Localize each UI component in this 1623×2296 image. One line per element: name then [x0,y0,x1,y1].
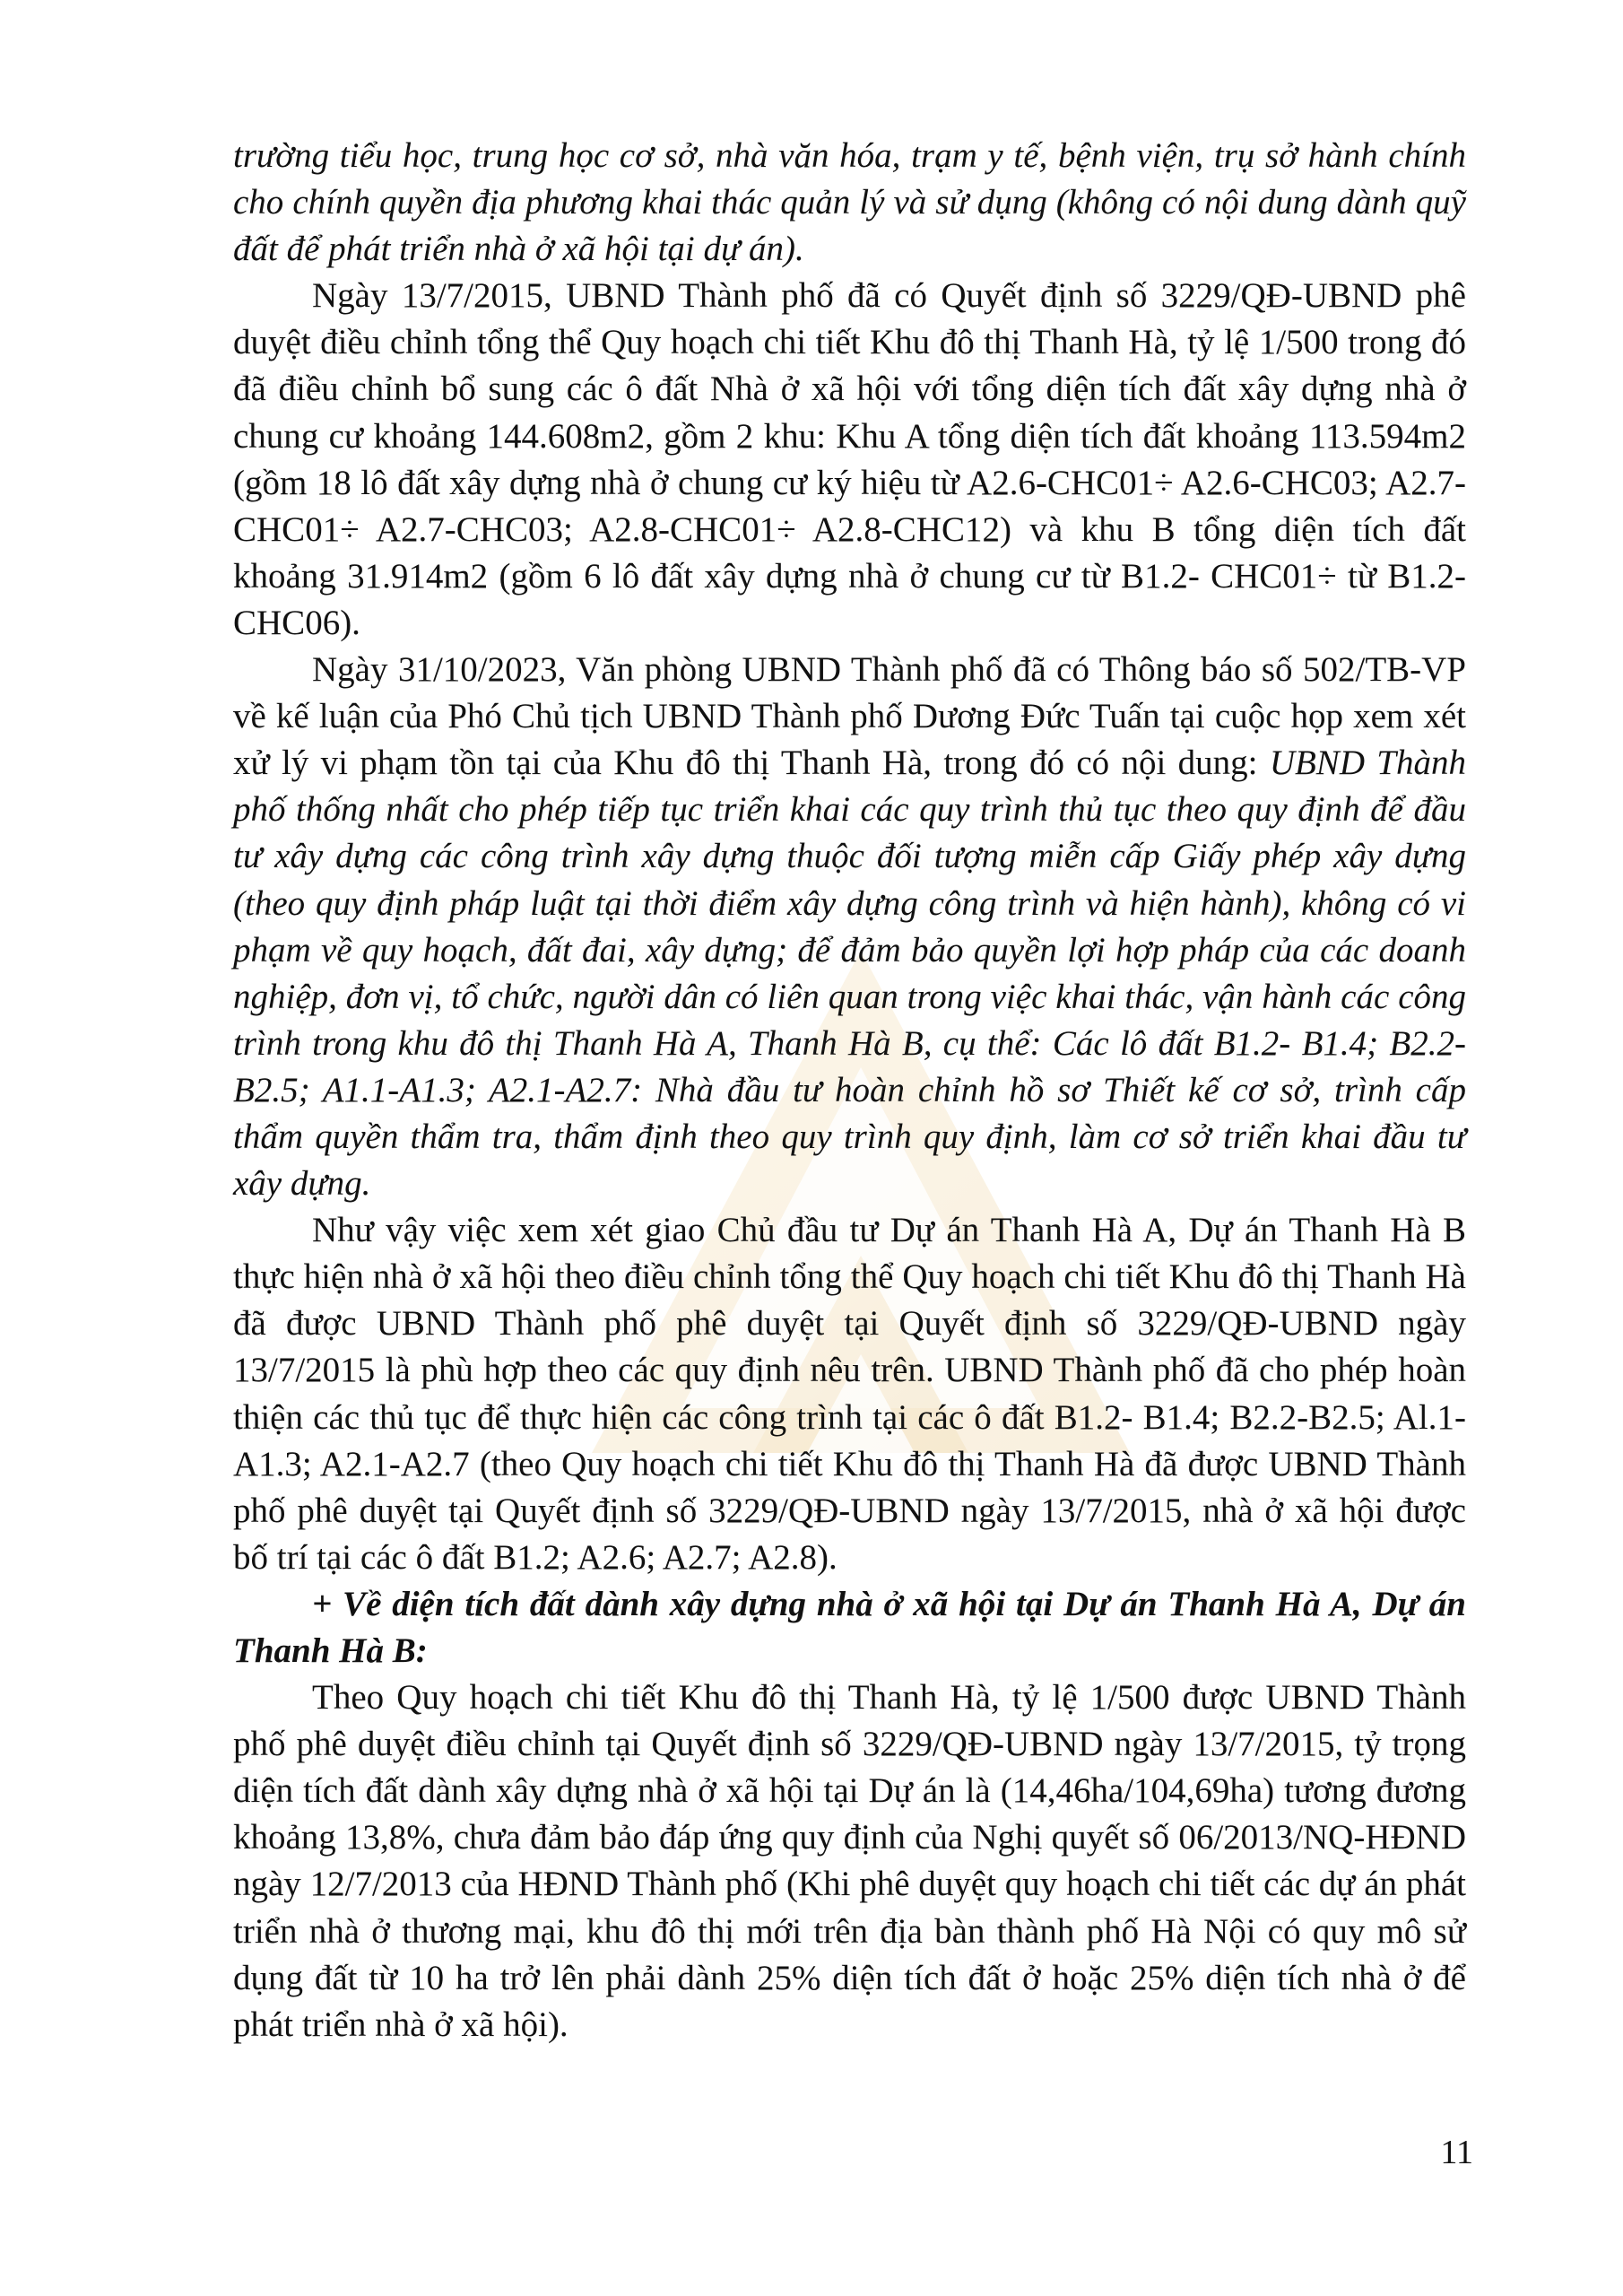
paragraph-notice-502-quote: UBND Thành phố thống nhất cho phép tiếp tục triển khai các quy trình thủ tục theo quy định để đầu tư xây dựng các công trình xây dựng thuộc đối tượng miễn cấp Giấy phép xây dựng (theo quy định pháp luật tại thời điểm xây dựng công trình và hiện hành), không có vi phạm về quy hoạch, đất đai, xây dựng; để đảm bảo quyền lợi hợp pháp của các doanh nghiệp, đơn vị, tổ chức, người dân có liên quan trong việc khai thác, vận hành các công trình trong khu đô thị Thanh Hà A, Thanh Hà B, cụ thể: Các lô đất B1.2- B1.4; B2.2-B2.5; A1.1-A1.3; A2.1-A2.7: Nhà đầu tư hoàn chỉnh hồ sơ Thiết kế cơ sở, trình cấp thẩm quyền thẩm tra, thẩm định theo quy trình quy định, làm cơ sở triển khai đầu tư xây dựng. [233,744,1466,1204]
section-heading-land-area: + Về diện tích đất dành xây dựng nhà ở xã hội tại Dự án Thanh Hà A, Dự án Thanh Hà B: [233,1584,1466,1670]
paragraph-continuation: trường tiểu học, trung học cơ sở, nhà văn hóa, trạm y tế, bệnh viện, trụ sở hành chính cho chính quyền địa phương khai thác quản lý và sử dụng (không có nội dung dành quỹ đất để phát triển nhà ở xã hội tại dự án). [233,136,1466,269]
paragraph-notice-502 [233,647,1466,1207]
paragraph-land-ratio: Theo Quy hoạch chi tiết Khu đô thị Thanh Hà, tỷ lệ 1/500 được UBND Thành phố phê duyệt điều chỉnh tại Quyết định số 3229/QĐ-UBND ngày 13/7/2015, tỷ trọng diện tích đất dành xây dựng nhà ở xã hội tại Dự án là (14,46ha/104,69ha) tương đương khoảng 13,8%, chưa đảm bảo đáp ứng quy định của Nghị quyết số 06/2013/NQ-HĐND ngày 12/7/2013 của HĐND Thành phố (Khi phê duyệt quy hoạch chi tiết các dự án phát triển nhà ở thương mại, khu đô thị mới trên địa bàn thành phố Hà Nội có quy mô sử dụng đất từ 10 ha trở lên phải dành 25% diện tích đất ở hoặc 25% diện tích nhà ở để phát triển nhà ở xã hội). [233,1678,1466,2044]
paragraph-notice-502-intro: Ngày 31/10/2023, Văn phòng UBND Thành phố đã có Thông báo số 502/TB-VP về kế luận của Phó Chủ tịch UBND Thành phố Dương Đức Tuấn tại cuộc họp xem xét xử lý vi phạm tồn tại của Khu đô thị Thanh Hà, trong đó có nội dung: [233,650,1466,783]
paragraph-decision-3229: Ngày 13/7/2015, UBND Thành phố đã có Quyết định số 3229/QĐ-UBND phê duyệt điều chỉnh tổng thể Quy hoạch chi tiết Khu đô thị Thanh Hà, tỷ lệ 1/500 trong đó đã điều chỉnh bổ sung các ô đất Nhà ở xã hội với tổng diện tích đất xây dựng nhà ở chung cư khoảng 144.608m2, gồm 2 khu: Khu A tổng diện tích đất khoảng 113.594m2 (gồm 18 lô đất xây dựng nhà ở chung cư ký hiệu từ A2.6-CHC01÷ A2.6-CHC03; A2.7-CHC01÷ A2.7-CHC03; A2.8-CHC01÷ A2.8-CHC12) và khu B tổng diện tích đất khoảng 31.914m2 (gồm 6 lô đất xây dựng nhà ở chung cư từ B1.2- CHC01÷ từ B1.2- CHC06). [233,276,1466,642]
page-number: 11 [1440,2134,1473,2171]
paragraph-conclusion: Như vậy việc xem xét giao Chủ đầu tư Dự án Thanh Hà A, Dự án Thanh Hà B thực hiện nhà ở xã hội theo điều chỉnh tổng thể Quy hoạch chi tiết Khu đô thị Thanh Hà đã được UBND Thành phố phê duyệt tại Quyết định số 3229/QĐ-UBND ngày 13/7/2015 là phù hợp theo các quy định nêu trên. UBND Thành phố đã cho phép hoàn thiện các thủ tục để thực hiện các công trình tại các ô đất B1.2- B1.4; B2.2-B2.5; Al.1-A1.3; A2.1-A2.7 (theo Quy hoạch chi tiết Khu đô thị Thanh Hà đã được UBND Thành phố phê duyệt tại Quyết định số 3229/QĐ-UBND ngày 13/7/2015, nhà ở xã hội được bố trí tại các ô đất B1.2; A2.6; A2.7; A2.8). [233,1211,1466,1577]
document-body [233,133,1466,2048]
